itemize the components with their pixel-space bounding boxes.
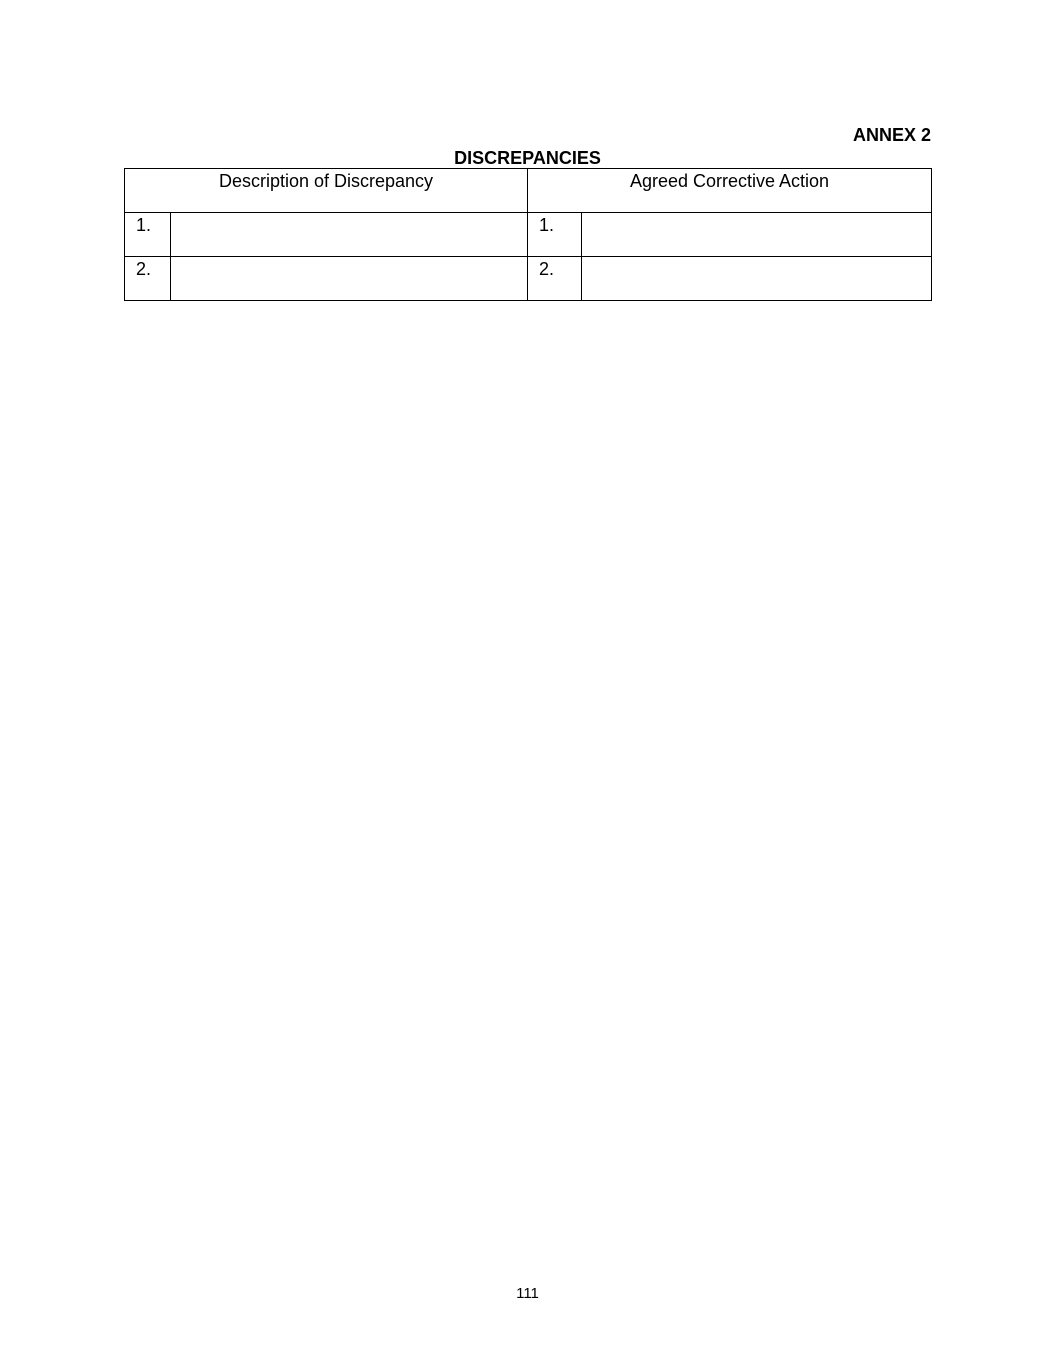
- column-header-description: Description of Discrepancy: [125, 169, 528, 213]
- corrective-action-cell[interactable]: [582, 257, 932, 301]
- table-row: [125, 257, 932, 301]
- table-row: [125, 213, 932, 257]
- page-number: 111: [516, 1285, 539, 1302]
- column-header-corrective-action: Agreed Corrective Action: [528, 169, 932, 213]
- discrepancy-number: 2.: [125, 257, 171, 301]
- discrepancy-description-cell[interactable]: [171, 213, 528, 257]
- corrective-action-cell[interactable]: [582, 213, 932, 257]
- table-header-row: [125, 169, 932, 213]
- discrepancy-description-cell[interactable]: [171, 257, 528, 301]
- discrepancy-number: 1.: [125, 213, 171, 257]
- annex-label: ANNEX 2: [852, 125, 931, 145]
- page-title: DISCREPANCIES: [454, 148, 601, 168]
- action-number: 2.: [528, 257, 582, 301]
- action-number: 1.: [528, 213, 582, 257]
- discrepancies-table: [124, 168, 932, 301]
